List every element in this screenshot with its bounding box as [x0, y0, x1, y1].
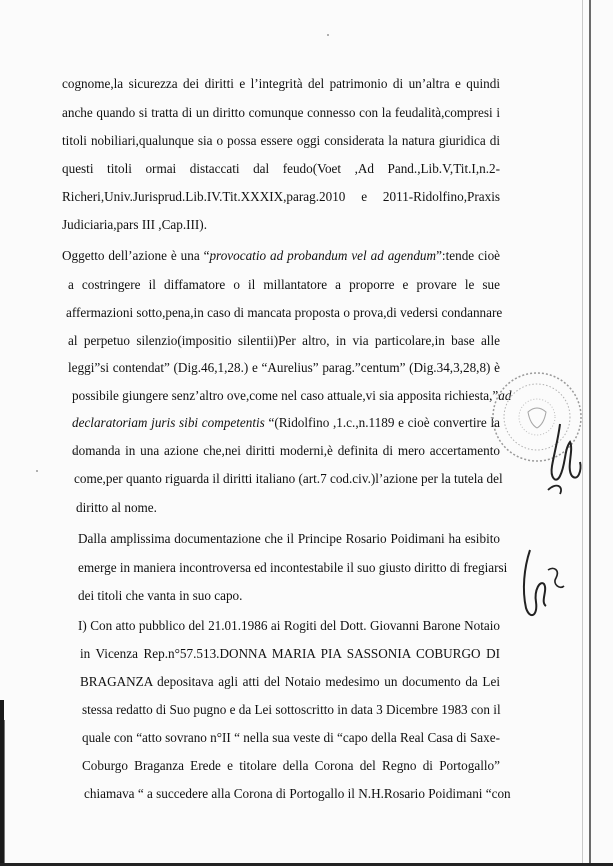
text-line: stessa redatto di Suo pugno e da Lei sottoscritto in data 3 Dicembre 1983 con il: [82, 702, 501, 717]
text-line: domanda in una azione che,nei diritti moderni,è definita di mero accertamento: [72, 443, 500, 458]
text-line: questi titoli ormai distaccati dal feudo(Voet ,Ad Pand.,Lib.V,Tit.I,n.2-: [62, 161, 500, 176]
signature-mark: [530, 420, 590, 500]
text-line: leggi”si contendat” (Dig.46,1,28.) e “Aurelius” parag.”centum” (Dig.34,3,28,8) è: [68, 360, 500, 375]
latin-phrase: ad: [498, 388, 512, 403]
paragraph-line: [72, 388, 512, 403]
latin-phrase: declaratoriam juris sibi competentis: [72, 415, 265, 430]
text-line: I) Con atto pubblico del 21.01.1986 ai Rogiti del Dott. Giovanni Barone Notaio: [78, 618, 500, 633]
latin-phrase: provocatio ad probandum vel ad agendum: [209, 248, 437, 263]
text-line: chiamava “ a succedere alla Corona di Portogallo il N.H.Rosario Poidimani “con: [84, 786, 511, 801]
text-run: possibile giungere senz’altro ove,come nel caso attuale,vi sia apposita richiesta,”: [72, 388, 499, 403]
text-line: Richeri,Univ.Jurisprud.Lib.IV.Tit.XXXIX,parag.2010 e 2011-Ridolfino,Praxis: [62, 189, 500, 204]
text-line: cognome,la sicurezza dei diritti e l’integrità del patrimonio di un’altra e quindi: [62, 76, 500, 91]
text-run: Oggetto dell’azione è una “: [62, 248, 210, 263]
text-line: titoli nobiliari,qualunque sia o possa essere oggi considerata la natura giuridica di: [62, 133, 500, 148]
text-line: emerge in maniera incontroversa ed incontestabile il suo giusto diritto di fregiarsi: [78, 560, 508, 575]
text-line: Coburgo Braganza Erede e titolare della Corona del Regno di Portogallo”: [82, 758, 500, 773]
text-line: Judiciaria,pars III ,Cap.III).: [62, 217, 207, 232]
text-line: in Vicenza Rep.n°57.513.DONNA MARIA PIA SASSONIA COBURGO DI: [80, 646, 500, 661]
paragraph-line: [72, 416, 500, 429]
text-line: come,per quanto riguarda il diritti italiano (art.7 cod.civ.)l’azione per la tutela del: [74, 471, 503, 486]
paragraph-opening-line: [62, 249, 500, 262]
text-line: quale con “atto sovrano n°II “ nella sua veste di “capo della Real Casa di Saxe-: [82, 730, 500, 745]
text-line: BRAGANZA depositava agli atti del Notaio medesimo un documento da Lei: [80, 674, 500, 689]
text-line: dei titoli che vanta in suo capo.: [78, 588, 243, 603]
text-run: ”:tende cioè: [436, 248, 501, 263]
text-line: affermazioni sotto,pena,in caso di mancata proposta o prova,di vedersi condannare: [66, 305, 503, 320]
text-line: Dalla amplissima documentazione che il Principe Rosario Poidimani ha esibito: [78, 531, 500, 546]
text-line: anche quando si tratta di un diritto comunque connesso con la feudalità,compresi i: [62, 105, 500, 120]
text-line: al perpetuo silenzio(impositio silentii)Per altro, in via particolare,in base alle: [68, 333, 500, 348]
signature-mark: [510, 540, 570, 630]
text-run: “(Ridolfino ,1.c.,n.1189 e cioè convertire la: [264, 415, 501, 430]
text-line: a costringere il diffamatore o il millantatore a proporre e provare le sue: [68, 277, 500, 292]
text-line: diritto al nome.: [76, 500, 157, 515]
